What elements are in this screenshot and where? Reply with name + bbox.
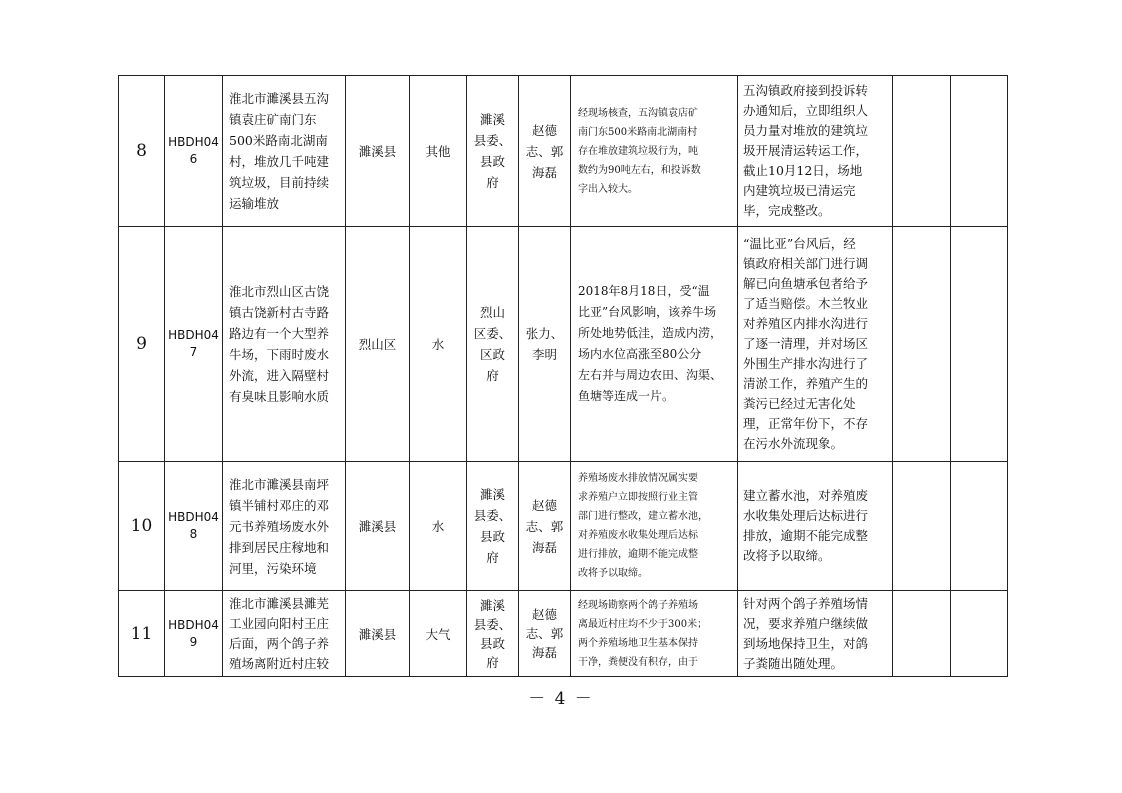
responsible-person: 赵德 志、郭 海磊 bbox=[519, 462, 571, 591]
table-row bbox=[119, 591, 1008, 677]
empty-cell bbox=[951, 591, 1008, 677]
responsible-department: 濉溪 县委、 县政 府 bbox=[467, 591, 519, 677]
responsible-person: 赵德 志、郭 海磊 bbox=[519, 76, 571, 227]
empty-cell bbox=[951, 462, 1008, 591]
responsible-department: 濉溪 县委、 县政 府 bbox=[467, 462, 519, 591]
complaint-description: 淮北市濉溪县南坪 镇半铺村邓庄的邓 元书养殖场废水外 排到居民庄稼地和 河里，污染环境 bbox=[223, 462, 346, 591]
administrative-area: 濉溪县 bbox=[346, 591, 410, 677]
case-code: HBDH04 6 bbox=[165, 76, 223, 227]
empty-cell bbox=[893, 227, 951, 462]
table-row bbox=[119, 462, 1008, 591]
case-code: HBDH04 8 bbox=[165, 462, 223, 591]
pollution-type: 大气 bbox=[410, 591, 467, 677]
case-code: HBDH04 7 bbox=[165, 227, 223, 462]
table-row bbox=[119, 227, 1008, 462]
verification-result: 养殖场废水排放情况属实要 求养殖户立即按照行业主管 部门进行整改，建立蓄水池， 对养殖废水收集处理后达标 进行排放，逾期不能完成整 改将予以取缔。 bbox=[571, 462, 738, 591]
empty-cell bbox=[951, 227, 1008, 462]
row-number: 8 bbox=[119, 76, 165, 227]
row-number: 9 bbox=[119, 227, 165, 462]
complaint-description: 淮北市濉溪县五沟 镇袁庄矿南门东 500米路南北湖南 村，堆放几千吨建 筑垃圾，目前持续 运输堆放 bbox=[223, 76, 346, 227]
empty-cell bbox=[893, 591, 951, 677]
table-row bbox=[119, 76, 1008, 227]
handling-result: 建立蓄水池，对养殖废 水收集处理后达标进行 排放，逾期不能完成整 改将予以取缔。 bbox=[738, 462, 893, 591]
responsible-department: 濉溪 县委、 县政 府 bbox=[467, 76, 519, 227]
complaint-table bbox=[118, 75, 1008, 677]
administrative-area: 烈山区 bbox=[346, 227, 410, 462]
row-number: 11 bbox=[119, 591, 165, 677]
empty-cell bbox=[951, 76, 1008, 227]
complaint-description: 淮北市烈山区古饶 镇古饶新村古寺路 路边有一个大型养 牛场，下雨时废水 外流，进入隔壁村 有臭味且影响水质 bbox=[223, 227, 346, 462]
verification-result: 2018年8月18日，受“温 比亚”台风影响，该养牛场 所处地势低洼，造成内涝， 场内水位高涨至80公分 左右并与周边农田、沟渠、 鱼塘等连成一片。 bbox=[571, 227, 738, 462]
pollution-type: 其他 bbox=[410, 76, 467, 227]
administrative-area: 濉溪县 bbox=[346, 462, 410, 591]
row-number: 10 bbox=[119, 462, 165, 591]
empty-cell bbox=[893, 76, 951, 227]
responsible-person: 张力、 李明 bbox=[519, 227, 571, 462]
page-number: － 4 － bbox=[528, 689, 594, 709]
pollution-type: 水 bbox=[410, 227, 467, 462]
handling-result: “温比亚”台风后，经 镇政府相关部门进行调 解已向鱼塘承包者给予 了适当赔偿。木兰牧业 对养殖区内排水沟进行 了逐一清理，并对场区 外围生产排水沟进行了 清淤工作，养殖产生的 粪污已经过无害化处 理，正常年份下，不存 在污水外流现象。 bbox=[738, 227, 893, 462]
responsible-department: 烈山 区委、 区政 府 bbox=[467, 227, 519, 462]
case-code: HBDH04 9 bbox=[165, 591, 223, 677]
complaint-description: 淮北市濉溪县濉芜 工业园向阳村王庄 后面，两个鸽子养 殖场离附近村庄较 bbox=[223, 591, 346, 677]
handling-result: 五沟镇政府接到投诉转 办通知后，立即组织人 员力量对堆放的建筑垃 圾开展清运转运工作， 截止10月12日，场地 内建筑垃圾已清运完 毕，完成整改。 bbox=[738, 76, 893, 227]
pollution-type: 水 bbox=[410, 462, 467, 591]
empty-cell bbox=[893, 462, 951, 591]
administrative-area: 濉溪县 bbox=[346, 76, 410, 227]
verification-result: 经现场核查，五沟镇袁店矿 南门东500米路南北湖南村 存在堆放建筑垃圾行为，吨 数约为90吨左右，和投诉数 字出入较大。 bbox=[571, 76, 738, 227]
responsible-person: 赵德 志、郭 海磊 bbox=[519, 591, 571, 677]
verification-result: 经现场勘察两个鸽子养殖场 离最近村庄均不少于300米； 两个养殖场地卫生基本保持 干净，粪便没有积存，由于 bbox=[571, 591, 738, 677]
handling-result: 针对两个鸽子养殖场情 况，要求养殖户继续做 到场地保持卫生，对鸽 子粪随出随处理。 bbox=[738, 591, 893, 677]
